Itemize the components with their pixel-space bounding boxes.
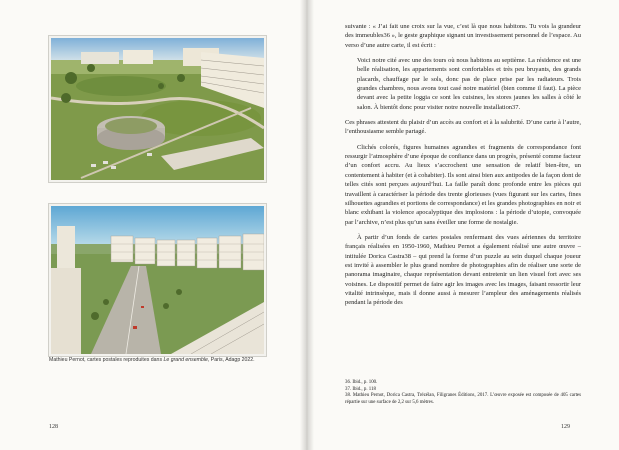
body-text bbox=[345, 22, 581, 308]
footnotes bbox=[345, 380, 581, 406]
block-quote: Voici notre cité avec une des tours où nous habitons au septième. La résidence est une belle réalisation, les appartements sont confortables et très peu bruyants, des grands placards, chauffage par le sols, donc pas de place prise par les radiateurs. Trois grandes chambres, nous avons tout casé notre matériel (bien comme il faut). La pièce devant avec la petite loggia ce sont les cuisines, les stores jaunes les salles à côté le salon. À bientôt donc pour visiter notre nouvelle installation37. bbox=[357, 57, 581, 111]
page-number-right: 129 bbox=[561, 424, 570, 430]
postcard-image-aerial-view bbox=[49, 36, 266, 182]
paragraph-4: À partir d’un fonds de cartes postales renfermant des vues aériennes du territoire français réalisées en 1950-1960, Mathieu Pernot a également réalisé une autre œuvre – intitulée Dorica Castra38 – qui prend la forme d’un puzzle au sein duquel chaque joueur est invité à assembler le plus grand nombre de photographies afin de réaliser une sorte de panorama imaginaire, chaque représentation devant entretenir un lien visuel fort avec ses voisines. Le dispositif permet de faire agir les images avec les images, faisant ressortir leur vitalité intrinsèque, mais il donne aussi à mesurer l’ampleur des aménagements réalisés pendant la période des bbox=[345, 233, 581, 307]
book-gutter bbox=[300, 0, 314, 450]
page-number-left: 128 bbox=[49, 424, 58, 430]
caption-work-title: Le grand ensemble bbox=[163, 357, 208, 363]
footnote-38: 38. Mathieu Pernot, Dorica Castra, Trézélan, Filigranes Éditions, 2017. L’œuvre exposée est composée de 405 cartes répartie sur une surface de 2,2 sur 5,6 mètres. bbox=[345, 393, 581, 405]
paragraph-3: Clichés colorés, figures humaines agrandies et fragments de correspondance font ressurgir l’atmosphère d’une époque de confiance dans un progrès, présenté comme facteur d’un confort accru. Au lieux s’accrochent une sensation de relatif bien-être, un contentement à habiter (et à cohabiter). Ils sont ainsi bien aux antipodes de la façon dont de telles cités sont perçues aujourd’hui. La faille paraît donc profonde entre les pièces qui travaillent à caractériser la période des trente glorieuses (vues figurant sur les cartes, fines silhouettes agrandies et portions de correspondance) et les grandes photographies en noir et blanc exhibant la violence apocalyptique des implosions : la période d’utopie, convoquée par l’archive, n’est plus qu’un sans éveiller une forme de nostalgie. bbox=[345, 143, 581, 226]
caption-text: Mathieu Pernot, cartes postales reproduites dans bbox=[49, 357, 164, 363]
figure-caption bbox=[49, 357, 294, 363]
postcard-image-housing-blocks bbox=[49, 204, 266, 356]
left-page bbox=[0, 0, 305, 450]
footnote-37: 37. Ibid., p. 118 bbox=[345, 386, 376, 392]
paragraph-1: suivante : « J’ai fait une croix sur la vue, c’est là que nous habitons. Tu vois la grandeur des immeubles36 », le geste graphique signant un investissement personnel de l’espace. Au verso d’une autre carte, il est écrit : bbox=[345, 23, 581, 49]
footnote-36: 36. Ibid., p. 100. bbox=[345, 380, 378, 385]
caption-credit: , Paris, Adagp 2022. bbox=[207, 357, 255, 363]
right-page bbox=[309, 0, 619, 450]
paragraph-2: Ces phrases attestent du plaisir d’un accès au confort et à la salubrité. D’une carte à l’autre, l’enthousiasme semble partagé. bbox=[345, 119, 581, 136]
